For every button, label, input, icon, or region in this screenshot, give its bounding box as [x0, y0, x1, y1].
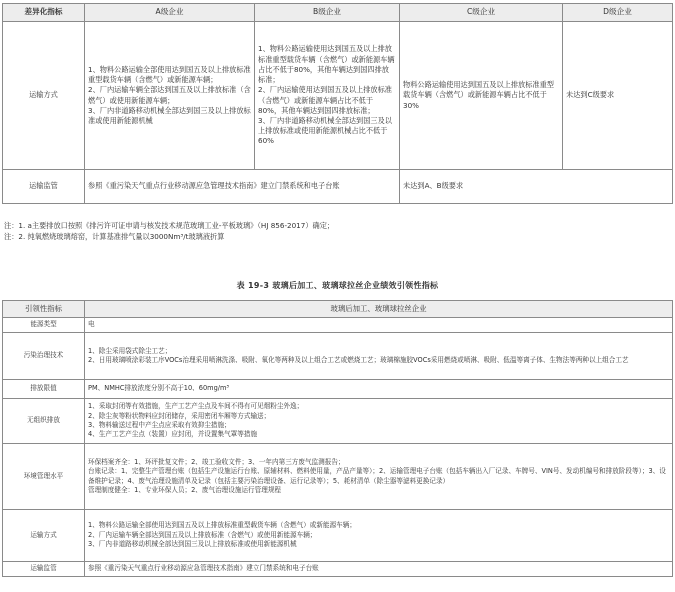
row-label-transport: 运输方式	[3, 22, 85, 170]
line: 1、除尘采用袋式除尘工艺；	[88, 346, 172, 355]
row-label: 能源类型	[3, 318, 85, 333]
cell-ab-supervision: 参照《重污染天气重点行业移动源应急管理技术指南》建立门禁系统和电子台账	[85, 170, 400, 204]
line: 2、厂内运输车辆全部达到国五及以上排放标准（含燃气）或使用新能源车辆；	[88, 530, 317, 539]
row-content	[85, 318, 673, 333]
row-label: 运输方式	[3, 510, 85, 562]
row-content	[85, 510, 673, 562]
cell-d-transport: 未达到C级要求	[563, 22, 673, 170]
line: 4、生产工艺产尘点（装置）应封闭，并设置集气罩等措施	[88, 430, 258, 439]
cell-a-transport	[85, 22, 255, 170]
line: 3、厂内非道路移动机械全部达到国三及以上排放标准或使用新能源机械	[88, 105, 251, 125]
cell-b-transport	[255, 22, 400, 170]
row-content	[85, 444, 673, 510]
table-row	[3, 22, 673, 170]
header-indicator: 引领性指标	[3, 301, 85, 318]
line: 3、厂内非道路移动机械全部达到国三及以上排放标准或使用新能源机械	[88, 540, 297, 549]
line: 2、日用玻璃喷涂彩装工序VOCs治理采用喷淋洗涤、吸附、氧化等两种及以上组合工艺或燃烧工艺；玻璃棉施胶VOCs采用燃烧或喷淋、吸附、低温等离子体、生物法等两种以上组合工艺	[88, 356, 629, 364]
line: 1、物料公路运输全部使用达到国五及以上排放标准重型载货车辆（含燃气）或新能源车辆；	[88, 64, 251, 85]
table-notes	[4, 220, 664, 242]
row-label: 运输监管	[3, 562, 85, 577]
table-caption: 表 19-3 玻璃后加工、玻璃球拉丝企业绩效引领性指标	[236, 281, 439, 290]
table-row	[3, 333, 673, 380]
line: 3、厂内非道路移动机械全部达到国三及以上排放标准或使用新能源机械占比不低于60%	[258, 115, 392, 146]
header-d: D级企业	[563, 4, 673, 22]
line: 电	[88, 320, 95, 329]
row-label-supervision: 运输监管	[3, 170, 85, 204]
row-content	[85, 333, 673, 380]
row-content	[85, 380, 673, 399]
line: 3、物料输送过程中产尘点应采取有效抑尘措施；	[88, 421, 231, 429]
line: 1、物料公路运输全部使用达到国五及以上排放标准重型载货车辆（含燃气）或新能源车辆；	[88, 521, 356, 530]
row-label: 排放限值	[3, 380, 85, 399]
line: 环保档案齐全：1、环评批复文件；2、竣工验收文件；3、一年内第三方废气监测报告；	[88, 457, 345, 466]
line: 参照《重污染天气重点行业移动源应急管理技术指南》建立门禁系统和电子台账	[88, 564, 319, 573]
row-label: 污染治理技术	[3, 333, 85, 380]
line: 1、采取封闭等有效措施，生产工艺产尘点及车间不得有可见烟粉尘外逸；	[88, 402, 304, 411]
line: 1、物料公路运输使用达到国五及以上排放标准重型载货车辆（含燃气）或新能源车辆占比不低于80%，其他车辆达到国四排放标准；	[258, 44, 395, 85]
table-row	[3, 562, 673, 577]
cell-cd-supervision: 未达到A、B级要求	[400, 170, 673, 204]
line: PM、NMHC排放浓度分别不高于10、60mg/m³	[88, 384, 230, 393]
header-c: C级企业	[400, 4, 563, 22]
header-enterprise: 玻璃后加工、玻璃球拉丝企业	[85, 301, 673, 318]
line: 2、除尘灰等粉状物料应封闭储存，采用密闭车厢等方式输送；	[88, 411, 271, 420]
line: 台账记录：1、完整生产管理台账（包括生产设施运行台账、原辅材料、燃料使用量，产品产量等）；2、运输管理电子台账（包括车辆出入厂记录、车牌号、VIN号、发动机编号和排放阶段等）；3、设备维护记录；4、废气治理设施清单及记录（包括主要污染治理设备、运行记录等）；5、耗材清单（除尘器等滤料更换记录）	[88, 467, 666, 485]
row-content	[85, 399, 673, 444]
line: 2、厂内运输使用达到国五及以上排放标准（含燃气）或新能源车辆占比不低于80%，其他车辆达到国四排放标准；	[258, 85, 392, 115]
table-row	[3, 380, 673, 399]
line: 管理制度健全：1、专业环保人员；2、废气治理设施运行管理规程	[88, 485, 282, 494]
header-indicator: 差异化指标	[3, 4, 85, 22]
table-row	[3, 318, 673, 333]
table-row	[3, 170, 673, 204]
row-label: 环境管理水平	[3, 444, 85, 510]
table-row	[3, 510, 673, 562]
table-header-row	[3, 301, 673, 318]
note-line: 注：2. 纯氧燃烧玻璃熔窑，计算基准排气量以3000Nm³/t玻璃液折算	[4, 232, 225, 241]
cell-c-transport: 物料公路运输使用达到国五及以上排放标准重型载货车辆（含燃气）或新能源车辆占比不低于30%	[400, 22, 563, 170]
row-content	[85, 562, 673, 577]
table-header-row	[3, 4, 673, 22]
line: 2、厂内运输车辆全部达到国五及以上排放标准（含燃气）或使用新能源车辆；	[88, 85, 251, 105]
table-leading-indicators	[2, 300, 673, 577]
table-grading	[2, 3, 673, 204]
note-line: 注：1. a主要排放口按照《排污许可证申请与核发技术规范玻璃工业-平板玻璃》（HJ 856-2017）确定；	[4, 221, 335, 230]
table-row	[3, 444, 673, 510]
header-b: B级企业	[255, 4, 400, 22]
header-a: A级企业	[85, 4, 255, 22]
row-label: 无组织排放	[3, 399, 85, 444]
table-row	[3, 399, 673, 444]
